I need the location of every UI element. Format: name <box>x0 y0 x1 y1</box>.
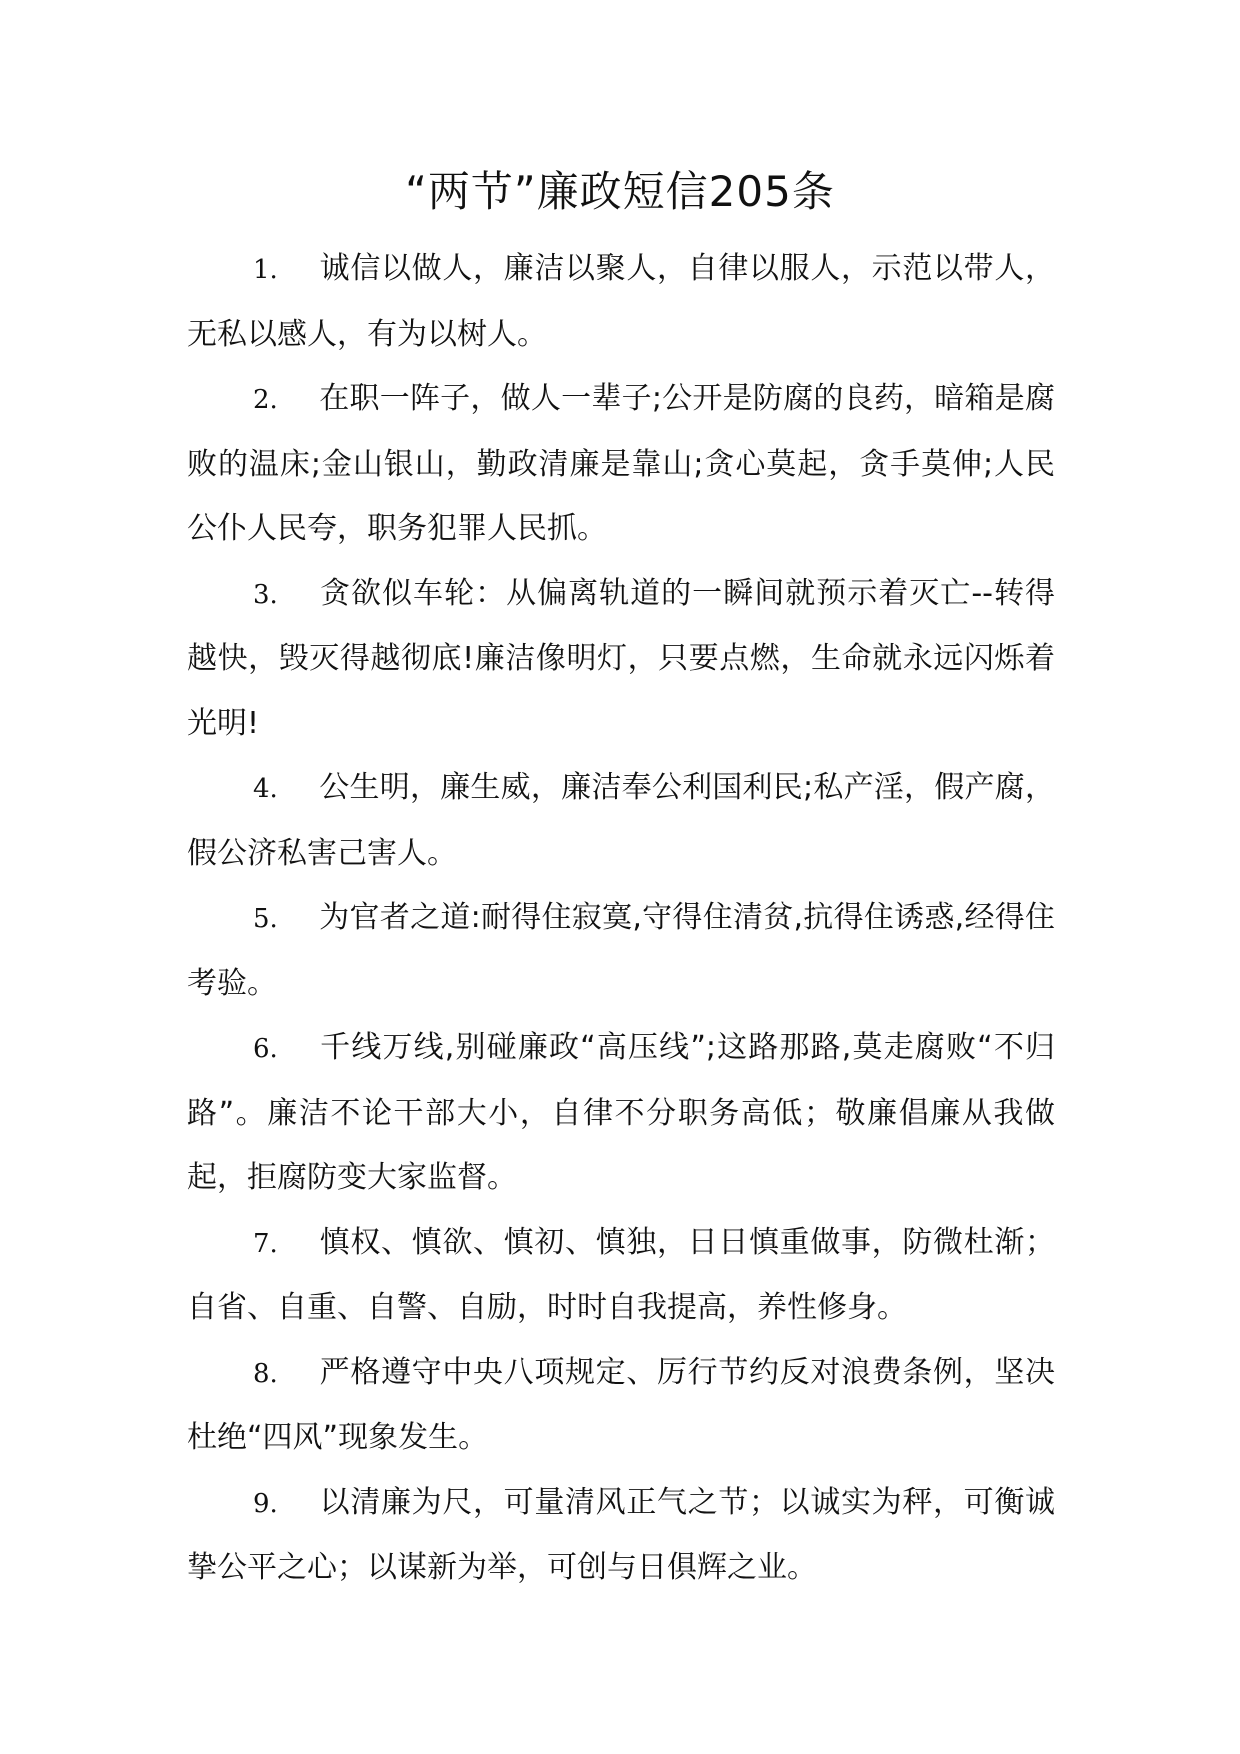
item-number: 6. <box>253 1034 278 1064</box>
item-text: 严格遵守中央八项规定、厉行节约反对浪费条例，坚决杜绝“四风”现象发生。 <box>187 1354 1055 1455</box>
item-number: 1. <box>253 255 278 285</box>
item-text: 以清廉为尺，可量清风正气之节；以诚实为秤，可衡诚挚公平之心；以谋新为举，可创与日俱辉之业。 <box>187 1484 1055 1585</box>
list-item <box>187 886 1055 1016</box>
item-text: 诚信以做人，廉洁以聚人，自律以服人，示范以带人，无私以感人，有为以树人。 <box>187 251 1055 352</box>
item-text: 千线万线,别碰廉政“高压线”;这路那路,莫走腐败“不归路”。廉洁不论干部大小，自律不分职务高低；敬廉倡廉从我做起，拒腐防变大家监督。 <box>187 1030 1055 1195</box>
list-item <box>187 1471 1055 1601</box>
item-number: 3. <box>253 579 278 610</box>
item-text: 公生明，廉生威，廉洁奉公利国利民;私产淫，假产腐，假公济私害己害人。 <box>187 770 1055 871</box>
item-text: 慎权、慎欲、慎初、慎独，日日慎重做事，防微杜渐；自省、自重、自警、自励，时时自我提高，养性修身。 <box>187 1224 1055 1325</box>
item-text: 贪欲似车轮：从偏离轨道的一瞬间就预示着灭亡--转得越快，毁灭得越彻底!廉洁像明灯，只要点燃，生命就永远闪烁着光明! <box>187 575 1055 741</box>
item-text: 在职一阵子，做人一辈子;公开是防腐的良药，暗箱是腐败的温床;金山银山，勤政清廉是靠山;贪心莫起，贪手莫伸;人民公仆人民夸，职务犯罪人民抓。 <box>187 381 1055 546</box>
item-number: 4. <box>253 774 278 804</box>
list-item <box>187 237 1055 367</box>
list-item <box>187 562 1055 757</box>
list-item <box>187 1016 1055 1211</box>
item-number: 5. <box>253 904 278 934</box>
document-title: “两节”廉政短信205条 <box>405 167 835 216</box>
list-item <box>187 1341 1055 1471</box>
list-item <box>187 367 1055 562</box>
item-text: 为官者之道:耐得住寂寞,守得住清贫,抗得住诱惑,经得住考验。 <box>187 900 1055 1001</box>
item-number: 8. <box>253 1358 278 1389</box>
message-list <box>187 237 1055 1601</box>
item-number: 9. <box>253 1488 278 1519</box>
item-number: 2. <box>253 385 278 415</box>
list-item <box>187 1211 1055 1341</box>
list-item <box>187 756 1055 886</box>
item-number: 7. <box>253 1228 278 1259</box>
